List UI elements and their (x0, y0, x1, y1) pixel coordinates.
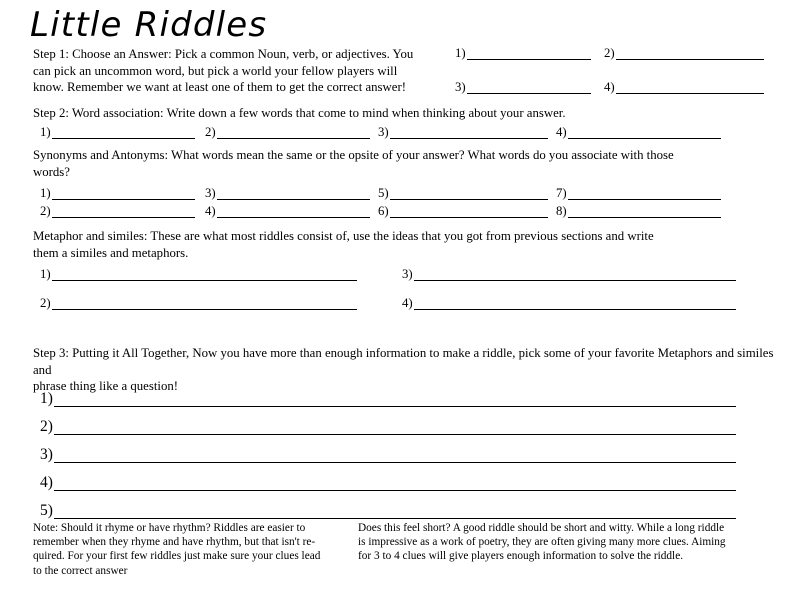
synonyms-blank-2-number: 2) (40, 204, 51, 218)
step1-blank-1-rule[interactable] (467, 48, 591, 60)
step1-blank-3-rule[interactable] (467, 82, 591, 94)
synonyms-blank-3-rule[interactable] (217, 188, 370, 200)
step3-blank-1[interactable] (40, 391, 736, 407)
step2-blank-2-rule[interactable] (217, 127, 370, 139)
synonyms-blank-6[interactable] (378, 205, 548, 218)
footer-left-line-3: quired. For your first few riddles just make sure your clues lead (33, 550, 321, 563)
synonyms-blank-5-rule[interactable] (390, 188, 548, 200)
step3-blank-5[interactable] (40, 503, 736, 519)
synonyms-blank-1-rule[interactable] (52, 188, 195, 200)
step3-blank-1-rule[interactable] (54, 393, 736, 407)
step3-blank-2-number: 2) (40, 418, 53, 435)
synonyms-blank-7-number: 7) (556, 186, 567, 200)
synonyms-blank-1[interactable] (40, 187, 195, 200)
step2-blank-3-number: 3) (378, 125, 389, 139)
footer-note-left (33, 521, 355, 578)
step1-line-1: Step 1: Choose an Answer: Pick a common Noun, verb, or adjectives. You (33, 47, 414, 61)
step3-line-1: Step 3: Putting it All Together, Now you have more than enough information to make a riddle, pick some of your favorite Metaphors and similes and (33, 346, 774, 377)
step3-blank-5-number: 5) (40, 502, 53, 519)
step3-blank-3-number: 3) (40, 446, 53, 463)
step2-blank-1[interactable] (40, 126, 195, 139)
step1-blank-2-number: 2) (604, 46, 615, 60)
step2-blank-1-number: 1) (40, 125, 51, 139)
synonyms-blank-2-rule[interactable] (52, 206, 195, 218)
metaphors-blank-1-number: 1) (40, 267, 51, 281)
metaphors-blank-4-number: 4) (402, 296, 413, 310)
metaphors-line-2: them a similes and metaphors. (33, 245, 189, 260)
footer-left-line-4: to the correct answer (33, 564, 128, 577)
metaphors-blank-4[interactable] (402, 297, 736, 310)
step1-blank-4-rule[interactable] (616, 82, 764, 94)
step1-blank-3-number: 3) (455, 80, 466, 94)
metaphors-blank-3-rule[interactable] (414, 269, 736, 281)
step2-blank-2[interactable] (205, 126, 370, 139)
synonyms-blank-8-number: 8) (556, 204, 567, 218)
metaphors-blank-3[interactable] (402, 268, 736, 281)
synonyms-blank-8[interactable] (556, 205, 721, 218)
metaphors-blank-3-number: 3) (402, 267, 413, 281)
step3-blank-3-rule[interactable] (54, 449, 736, 463)
footer-left-line-1: Note: Should it rhyme or have rhythm? Riddles are easier to (33, 522, 306, 534)
step2-instructions (33, 105, 773, 122)
metaphors-blank-2-rule[interactable] (52, 298, 357, 310)
step3-instructions (33, 345, 778, 395)
step2-blank-4[interactable] (556, 126, 721, 139)
step3-blank-4-rule[interactable] (54, 477, 736, 491)
metaphors-blank-1-rule[interactable] (52, 269, 357, 281)
step2-blank-4-rule[interactable] (568, 127, 721, 139)
step2-line-1: Step 2: Word association: Write down a few words that come to mind when thinking about your answer. (33, 106, 566, 120)
step1-blank-2[interactable] (604, 47, 764, 60)
step2-blank-3-rule[interactable] (390, 127, 548, 139)
step1-instructions (33, 46, 453, 96)
synonyms-blank-5-number: 5) (378, 186, 389, 200)
step3-blank-4-number: 4) (40, 474, 53, 491)
step2-blank-3[interactable] (378, 126, 548, 139)
page-title: Little Riddles (30, 5, 268, 45)
metaphors-line-1: Metaphor and similes: These are what most riddles consist of, use the ideas that you got from previous sections and write (33, 229, 654, 243)
metaphors-blank-1[interactable] (40, 268, 357, 281)
synonyms-line-1: Synonyms and Antonyms: What words mean the same or the opsite of your answer? What words do you associate with those (33, 148, 674, 162)
metaphors-instructions (33, 228, 773, 261)
step3-line-2: phrase thing like a question! (33, 379, 178, 394)
step1-blank-2-rule[interactable] (616, 48, 764, 60)
synonyms-blank-4[interactable] (205, 205, 370, 218)
synonyms-blank-3[interactable] (205, 187, 370, 200)
step1-line-2: can pick an uncommon word, but pick a world your fellow players will (33, 63, 398, 78)
metaphors-blank-4-rule[interactable] (414, 298, 736, 310)
step2-blank-4-number: 4) (556, 125, 567, 139)
synonyms-blank-8-rule[interactable] (568, 206, 721, 218)
step1-line-3: know. Remember we want at least one of them to get the correct answer! (33, 80, 406, 95)
synonyms-blank-6-rule[interactable] (390, 206, 548, 218)
footer-left-line-2: remember when they rhyme and have rhythm, but that isn't re- (33, 536, 316, 549)
step3-blank-2-rule[interactable] (54, 421, 736, 435)
step1-blank-3[interactable] (455, 81, 591, 94)
footer-note-right (358, 521, 770, 564)
metaphors-blank-2[interactable] (40, 297, 357, 310)
synonyms-blank-7-rule[interactable] (568, 188, 721, 200)
step3-blank-3[interactable] (40, 447, 736, 463)
step1-blank-4[interactable] (604, 81, 764, 94)
step2-blank-1-rule[interactable] (52, 127, 195, 139)
synonyms-instructions (33, 147, 773, 180)
step3-blank-4[interactable] (40, 475, 736, 491)
step1-blank-1-number: 1) (455, 46, 466, 60)
step1-blank-1[interactable] (455, 47, 591, 60)
step3-blank-5-rule[interactable] (54, 505, 736, 519)
synonyms-blank-6-number: 6) (378, 204, 389, 218)
synonyms-blank-4-number: 4) (205, 204, 216, 218)
synonyms-line-2: words? (33, 164, 70, 179)
step3-blank-1-number: 1) (40, 390, 53, 407)
metaphors-blank-2-number: 2) (40, 296, 51, 310)
footer-right-line-3: for 3 to 4 clues will give players enough information to solve the riddle. (358, 550, 684, 563)
synonyms-blank-7[interactable] (556, 187, 721, 200)
step1-blank-4-number: 4) (604, 80, 615, 94)
footer-right-line-2: is impressive as a work of poetry, they are often giving many more clues. Aiming (358, 536, 726, 549)
synonyms-blank-2[interactable] (40, 205, 195, 218)
step2-blank-2-number: 2) (205, 125, 216, 139)
synonyms-blank-3-number: 3) (205, 186, 216, 200)
synonyms-blank-4-rule[interactable] (217, 206, 370, 218)
step3-blank-2[interactable] (40, 419, 736, 435)
footer-right-line-1: Does this feel short? A good riddle should be short and witty. While a long riddle (358, 522, 725, 534)
synonyms-blank-1-number: 1) (40, 186, 51, 200)
synonyms-blank-5[interactable] (378, 187, 548, 200)
